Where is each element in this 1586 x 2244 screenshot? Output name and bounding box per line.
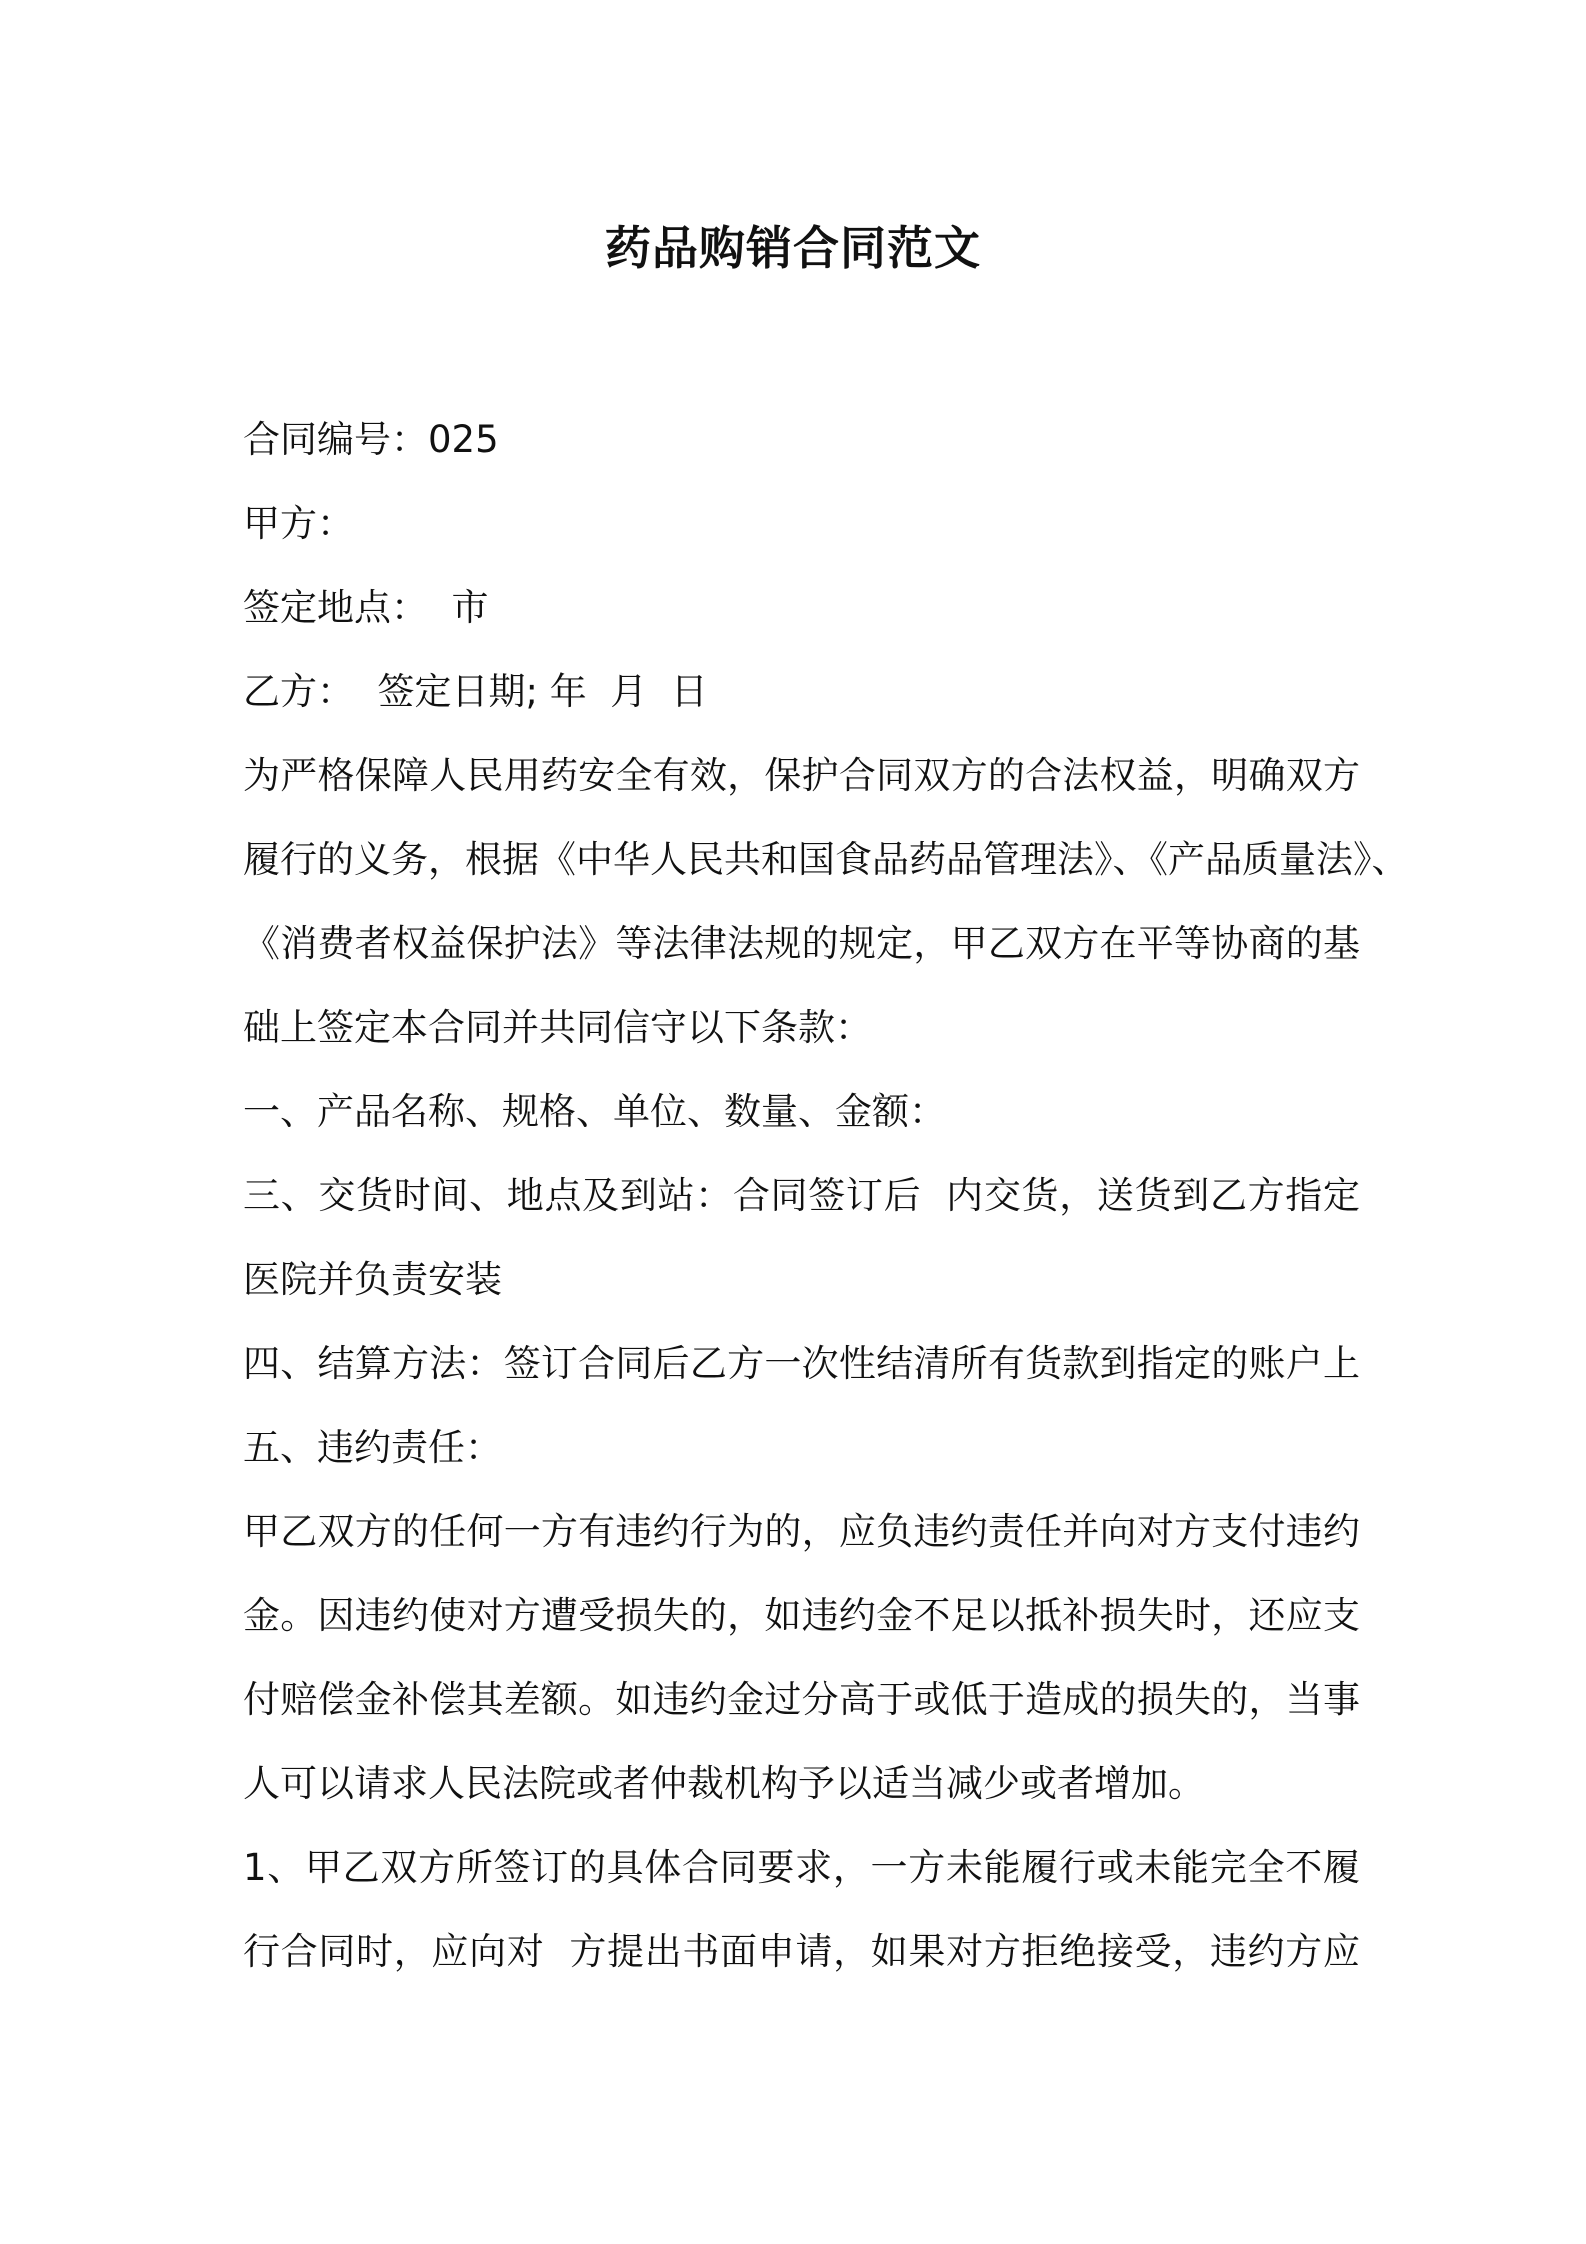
liability-line-2: 金。因违约使对方遭受损失的，如违约金不足以抵补损失时，还应支 bbox=[243, 1594, 1360, 1637]
preamble-line-1: 为严格保障人民用药安全有效，保护合同双方的合法权益，明确双方 bbox=[243, 754, 1360, 797]
liability-line-4: 人可以请求人民法院或者仲裁机构予以适当减少或者增加。 bbox=[243, 1762, 1205, 1805]
signing-place-line: 签定地点： 市 bbox=[243, 586, 489, 629]
contract-number-line: 合同编号：025 bbox=[243, 418, 499, 461]
preamble-line-4: 础上签定本合同并共同信守以下条款： bbox=[243, 1006, 872, 1049]
clause-1-heading: 一、产品名称、规格、单位、数量、金额： bbox=[243, 1090, 946, 1133]
clause-3-line-1: 三、交货时间、地点及到站：合同签订后 内交货，送货到乙方指定 bbox=[243, 1174, 1360, 1217]
party-b-date-line: 乙方： 签定日期; 年 月 日 bbox=[243, 670, 708, 713]
clause-5-heading: 五、违约责任： bbox=[243, 1426, 502, 1469]
clause-4-line: 四、结算方法：签订合同后乙方一次性结清所有货款到指定的账户上 bbox=[243, 1342, 1360, 1385]
liability-line-3: 付赔偿金补偿其差额。如违约金过分高于或低于造成的损失的，当事 bbox=[243, 1678, 1360, 1721]
document-title: 药品购销合同范文 bbox=[605, 221, 981, 275]
preamble-line-2: 履行的义务，根据《中华人民共和国食品药品管理法》、《产品质量法》、 bbox=[243, 838, 1409, 881]
item-1-line-2: 行合同时，应向对 方提出书面申请，如果对方拒绝接受，违约方应 bbox=[243, 1930, 1360, 1973]
clause-3-line-2: 医院并负责安装 bbox=[243, 1258, 502, 1301]
item-1-line-1: 1、甲乙双方所签订的具体合同要求，一方未能履行或未能完全不履 bbox=[243, 1846, 1360, 1889]
document-body bbox=[243, 398, 1409, 1994]
preamble-line-3: 《消费者权益保护法》等法律法规的规定，甲乙双方在平等协商的基 bbox=[243, 922, 1360, 965]
party-a-line: 甲方： bbox=[243, 502, 354, 545]
liability-line-1: 甲乙双方的任何一方有违约行为的，应负违约责任并向对方支付违约 bbox=[243, 1510, 1360, 1553]
